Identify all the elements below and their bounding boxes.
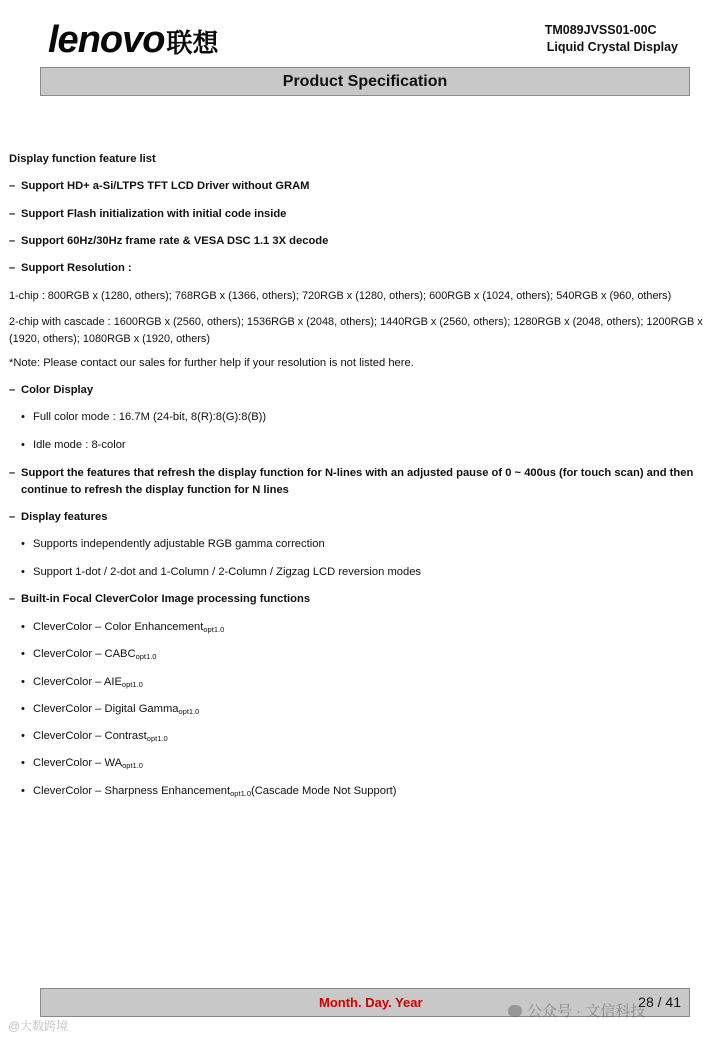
list-item: • CleverColor – Color Enhancement$_{opt1.0}$ [21, 621, 225, 634]
list-item: • CleverColor – $AIE_{opt1.0}$ [21, 676, 143, 689]
logo-wordmark: lenovo [48, 19, 165, 61]
list-item: • Supports independently adjustable RGB gamma correction [21, 538, 325, 550]
feature-item: – Built-in Focal CleverColor Image processing functions [9, 593, 311, 605]
feature-item: – Support Resolution : [9, 262, 132, 274]
list-item: • Support 1-dot / 2-dot and 1-Column / 2-Column / Zigzag LCD reversion modes [21, 566, 422, 578]
list-item: • CleverColor – Contrast$_{opt1.0}$ [21, 730, 168, 743]
list-item: • CleverColor – $CABC_{opt1.0}$ [21, 648, 157, 661]
list-item: • Full color mode : 16.7M (24-bit, 8(R):8(G):8(B)) [21, 411, 267, 423]
resolution-1chip: 1-chip : 800RGB x (1280, others); 768RGB x (1366, others); 720RGB x (1280, others); 600RGB x (1024, others); 540RGB x (960, others) [9, 290, 672, 302]
document-type: Liquid Crystal Display [546, 40, 678, 54]
feature-item: – Support HD+ a-Si/LTPS TFT LCD Driver without GRAM [9, 180, 310, 192]
feature-item: – Display features [9, 511, 108, 523]
feature-item: – Support 60Hz/30Hz frame rate & VESA DSC 1.1 3X decode [9, 235, 329, 247]
wechat-watermark: 公众号 · 文信科技 [508, 1000, 645, 1021]
model-number: TM089JVSS01-00C [544, 23, 657, 37]
feature-item: – Support the features that refresh the display function for N-lines with an adjusted pause of 0 ~ 400us (for touch scan) and then continue to refresh the display function for N lines [9, 467, 694, 496]
feature-item: – Color Display [9, 384, 94, 396]
note: *Note: Please contact our sales for further help if your resolution is not listed here. [9, 357, 414, 369]
list-item: • CleverColor – $WA_{opt1.0}$ [21, 757, 143, 770]
list-item: • CleverColor – Sharpness Enhancement$_{opt1.0}$(Cascade Mode Not Support) [21, 785, 397, 798]
footer-date: Month. Day. Year [319, 995, 423, 1010]
resolution-2chip: 2-chip with cascade : 1600RGB x (2560, others); 1536RGB x (2048, others); 1440RGB x (2560, others); 1280RGB x (2048, others); 1200RGB x (1920, others); 1080RGB x (1920, others) [9, 316, 703, 345]
site-watermark: @大数跨境 [8, 1019, 69, 1033]
list-item: • CleverColor – Digital Gamma$_{opt1.0}$ [21, 703, 200, 716]
document-id [545, 22, 678, 56]
wechat-icon [508, 1005, 522, 1017]
feature-item: – Support Flash initialization with initial code inside [9, 208, 287, 220]
logo-cjk: 联想 [166, 29, 219, 59]
section-title: Display function feature list [9, 153, 156, 165]
page-number: 28 / 41 [638, 994, 681, 1010]
list-item: • Idle mode : 8-color [21, 439, 126, 451]
page-title: Product Specification [40, 67, 690, 96]
lenovo-logo [48, 19, 219, 61]
